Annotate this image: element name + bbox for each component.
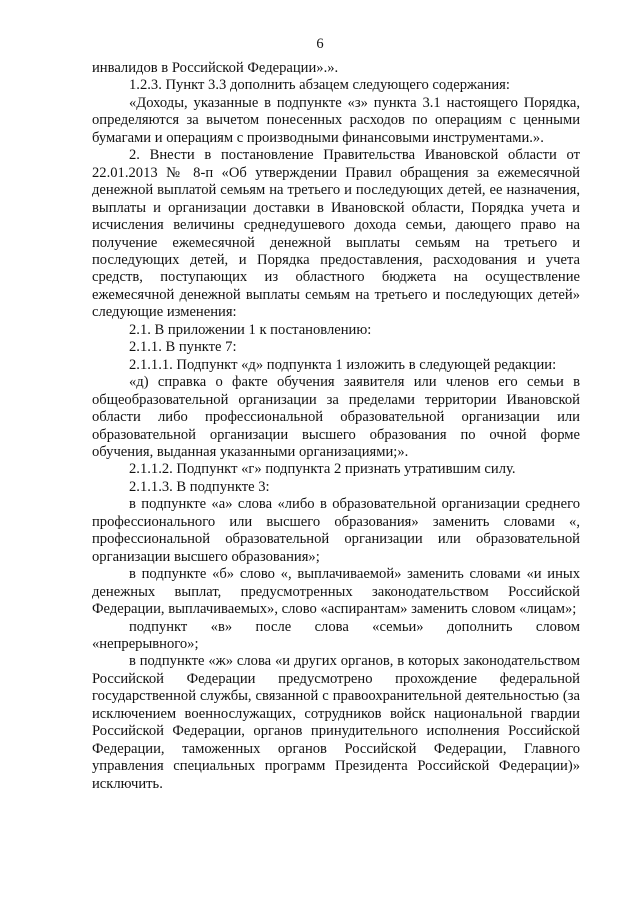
paragraph-8: «д) справка о факте обучения заявителя или членов его семьи в общеобразовательной организации за пределами территории Ивановской области либо профессиональной образовательной организации или образовательной организации высшего образования по очной форме обучения, выданная указанными организациями;».: [92, 374, 580, 460]
paragraph-12: в подпункте «б» слово «, выплачиваемой» заменить словами «и иных денежных выплат, предусмотренных законодательством Российской Федерации, выплачиваемых», слово «аспирантам» заменить словом «лицам»;: [92, 566, 580, 618]
paragraph-13: подпункт «в» после слова «семьи» дополнить словом «непрерывного»;: [92, 618, 580, 652]
paragraph-14: в подпункте «ж» слова «и других органов, в которых законодательством Российской Федерации предусмотрено прохождение федеральной государственной службы, связанной с правоохранительной деятельностью (за исключением военнослужащих, сотрудников войск национальной гвардии Российской Федерации, органов принудительного исполнения Российской Федерации, таможенных органов Российской Федерации, Главного управления специальных программ Президента Российской Федерации)» исключить.: [92, 653, 580, 792]
paragraph-9: 2.1.1.2. Подпункт «г» подпункта 2 признать утратившим силу.: [129, 461, 516, 478]
page-number: 6: [316, 36, 324, 52]
document-body: [92, 60, 580, 793]
paragraph-5: 2.1. В приложении 1 к постановлению:: [129, 321, 372, 338]
paragraph-4: 2. Внести в постановление Правительства Ивановской области от 22.01.2013 № 8-п «Об утверждении Правил обращения за ежемесячной денежной выплатой семьям на третьего и последующих детей, ее назначения, выплаты и организации доставки в Ивановской области, Порядка учета и исчисления величины среднедушевого дохода семьи, дающего право на получение ежемесячной денежной выплаты семьям на третьего и последующих детей, и Порядка предоставления, расходования и учета средств, поступающих из областного бюджета на осуществление ежемесячной денежной выплаты семьям на третьего и последующих детей» следующие изменения:: [92, 147, 580, 321]
paragraph-3: «Доходы, указанные в подпункте «з» пункта 3.1 настоящего Порядка, определяются за вычетом понесенных расходов по операциям с ценными бумагами и операциям с производными финансовыми инструментами.».: [92, 94, 580, 146]
paragraph-2: 1.2.3. Пункт 3.3 дополнить абзацем следующего содержания:: [129, 77, 510, 94]
paragraph-11: в подпункте «а» слова «либо в образовательной организации среднего профессионального или высшего образования» заменить словами «, профессиональной образовательной организации или образовательной организации высшего образования»;: [92, 496, 580, 565]
paragraph-10: 2.1.1.3. В подпункте 3:: [129, 478, 270, 495]
paragraph-1: инвалидов в Российской Федерации».».: [92, 60, 339, 76]
paragraph-7: 2.1.1.1. Подпункт «д» подпункта 1 изложить в следующей редакции:: [129, 356, 557, 373]
paragraph-6: 2.1.1. В пункте 7:: [129, 339, 237, 356]
